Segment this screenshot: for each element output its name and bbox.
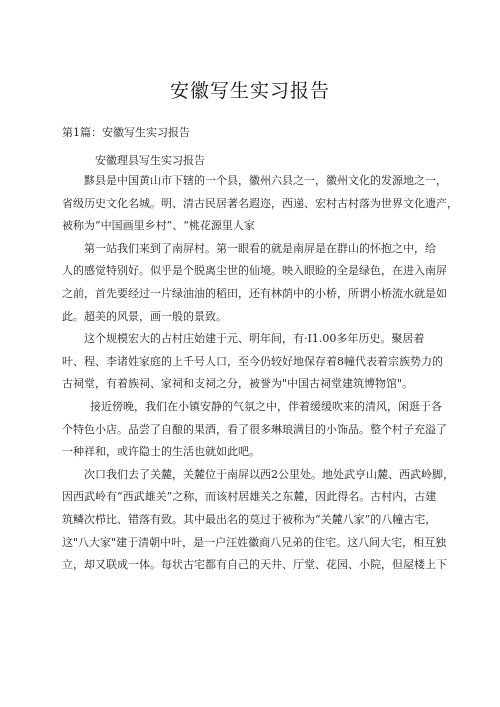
paragraph-line: 此。超美的风景，画一般的景致。: [62, 309, 227, 323]
paragraph: [62, 396, 447, 464]
paragraph-line: 一种祥和，或许隐士的生活也就如此吧。: [62, 445, 260, 459]
report-subtitle: 安徽理县写生实习报告: [95, 154, 205, 167]
paragraph-line: 因西武岭有“西武雄关”之称，而该村居雄关之东麓，因此得名。古村内，古建: [62, 490, 437, 504]
paragraph-line: 个特色小店。品尝了自酿的果酒，看了很多琳琅满目的小饰品。整个村子充溢了: [62, 422, 447, 436]
paragraph-line: 古祠堂，有着族祠、家祠和支祠之分，被誉为"中国古祠堂建筑博物馆"。: [62, 377, 414, 391]
paragraph-line: 人的感觉特别好。似乎是个脱离尘世的仙境。映入眼睑的全是绿色，在进入南屏: [62, 264, 447, 278]
paragraph-line: 接近傍晚，我们在小镇安静的气氛之中，伴着缓缓吹来的清风，闲逛于各: [90, 399, 442, 413]
paragraph-line: 叶、程、李诸姓家庭的上千号人口，至今仍较好地保存着8幢代表着宗族势力的: [62, 354, 443, 368]
paragraph-line: 第一站我们来到了南屏村。第一眼看的就是南屏是在群山的怀抱之中，给: [84, 241, 436, 255]
paragraph: [62, 170, 458, 238]
document-title: 安徽写生实习报告: [169, 80, 330, 102]
paragraph: [62, 328, 442, 396]
paragraph-line: 被称为“中国画里乡村”、“桃花源里人家: [62, 219, 255, 233]
paragraph: [62, 464, 454, 577]
report-body: [62, 170, 458, 577]
paragraph-line: 这"八大家"建于清朝中叶，是一户汪姓徽商八兄弟的住宅。这八间大宅，相互独: [62, 535, 447, 549]
paragraph-line: 省级历史文化名城。明、清古民居著名遐迩，西递、宏村古村落为世界文化遗产，: [62, 196, 458, 210]
paragraph-line: 这个规模宏大的占村庄始建于元、明年间，有·I1.00多年历史。聚居着: [84, 332, 425, 346]
paragraph-line: 次口我们去了关麓，关麓位于南屏以西2公里处。地处武亨山麓、西武岭脚，: [84, 467, 454, 481]
paragraph-line: 黟县是中国黄山市下辖的一个县，徽州六县之一，徽州文化的发源地之一，: [84, 174, 447, 187]
paragraph-line: 立，却又联成一体。每状古宅都有自己的天井、厅堂、花园、小院，但屋楼上下: [62, 558, 447, 572]
paragraph-line: 之前，首先要经过一片绿油油的稻田，还有林荫中的小桥，所谓小桥流水就是如: [62, 286, 447, 300]
section-heading: 第1篇：安徽写生实习报告: [62, 126, 190, 139]
paragraph: [62, 238, 447, 328]
paragraph-line: 筑鳞次栉比、错落有致。其中最出名的莫过于被称为“关麓八家”的八幢古宅，: [62, 512, 437, 526]
